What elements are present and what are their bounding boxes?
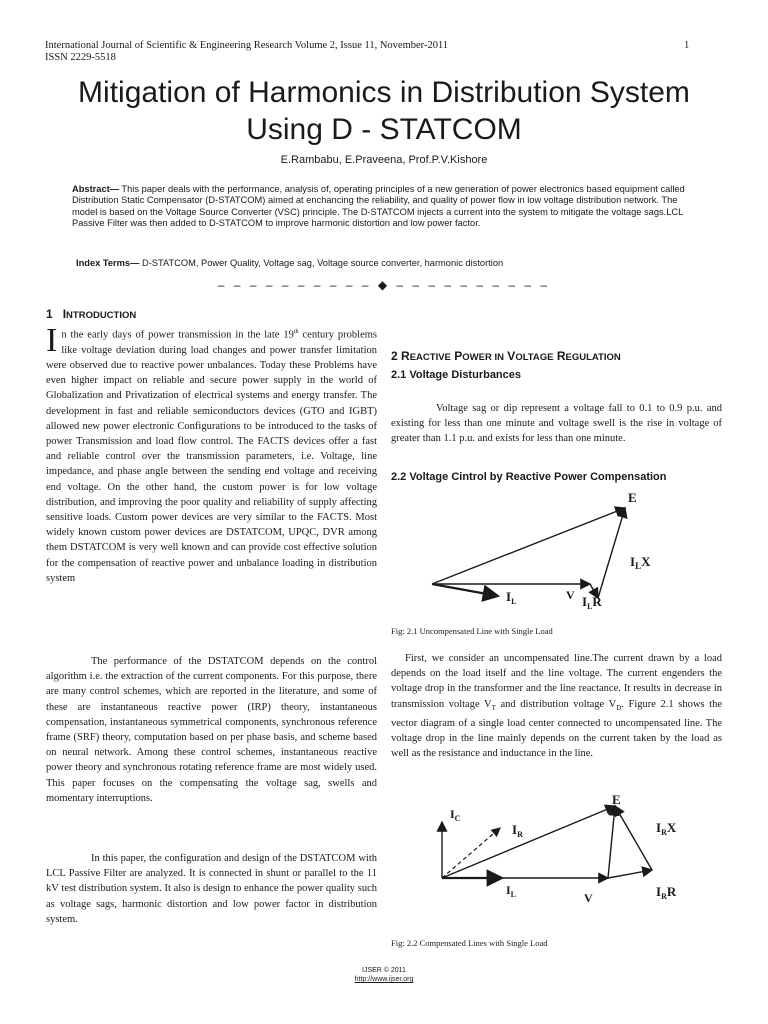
abstract-label: Abstract— xyxy=(72,184,120,194)
label-il-2: $I_L$ xyxy=(506,883,517,899)
label-ir: $I_R$ xyxy=(512,822,523,839)
inner-vector xyxy=(608,806,615,878)
label-irr: $I_RR$ xyxy=(656,884,677,901)
label-ilx: $I_LX$ xyxy=(630,554,651,571)
page-number: 1 xyxy=(684,40,690,51)
figure-2-2-vector-diagram xyxy=(430,792,690,910)
il-vector xyxy=(432,584,498,596)
abstract xyxy=(72,184,700,230)
subsection-2-1-heading: 2.1 Voltage Disturbances xyxy=(391,369,522,381)
label-v: V xyxy=(566,588,575,602)
authors: E.Rambabu, E.Praveena, Prof.P.V.Kishore xyxy=(280,154,488,166)
irr-vector xyxy=(608,870,652,878)
figure-2-2-caption: Fig: 2.2 Compensated Lines with Single Load xyxy=(391,938,548,948)
label-v-2: V xyxy=(584,891,593,905)
label-il: $I_L$ xyxy=(506,589,517,606)
index-terms-label: Index Terms— xyxy=(76,258,140,268)
index-terms-text: D-STATCOM, Power Quality, Voltage sag, Voltage source converter, harmonic distortion xyxy=(139,258,504,268)
separator: – – – – – – – – – – ◆ – – – – – – – – – – xyxy=(217,278,551,292)
index-terms xyxy=(76,257,700,269)
e-vector xyxy=(432,508,625,584)
label-e-2: E xyxy=(612,792,621,807)
e-vector-2 xyxy=(442,806,615,878)
label-ilr: $I_LR$ xyxy=(582,594,602,611)
journal-header: International Journal of Scientific & Engineering Research Volume 2, Issue 11, November-2011 xyxy=(45,40,449,51)
title-line-2: Using D - STATCOM xyxy=(246,113,522,146)
ilx-vector xyxy=(598,508,625,598)
intro-paragraph-3: In this paper, the configuration and design of the DSTATCOM with LCL Passive Filter are analyzed. It is connected in shunt or parallel to the 11 kV test distribution system. It also is design to enhance the power quality such as voltage sags, harmonic distortion and low power factor in distribution system. xyxy=(46,853,377,925)
issn: ISSN 2229-5518 xyxy=(45,52,116,63)
ir-dashed-vector xyxy=(442,828,500,878)
abstract-text: This paper deals with the performance, analysis of, operating principles of a new generation of power electronics based equipment called Distribution Static Compensator (D-STATCOM) aimed at enchancing the reliability, and quality of power flow in low voltage distribution network. The model is based on the Voltage Source Converter (VSC) principle. The D-STATCOM injects a current into the system to mitigate the voltage sags.LCL Passive Filter was then added to D-STATCOM to improve harmonic distortion and low power factor. xyxy=(72,184,685,229)
figure-2-1-caption: Fig: 2.1 Uncompensated Line with Single Load xyxy=(391,626,553,636)
title-line-1: Mitigation of Harmonics in Distribution System xyxy=(78,76,690,109)
dropcap: I xyxy=(46,322,58,359)
footer-copyright: IJSER © 2011 xyxy=(362,967,406,974)
section-2-heading: 2 REACTIVE POWER IN VOLTAGE REGULATION xyxy=(391,349,621,363)
footer-link[interactable]: http://www.ijser.org xyxy=(354,976,414,983)
intro-paragraph-1: In the early days of power transmission in the late 19th century problems like voltage deviation during load changes and power transfer limitation were observed due to reactive power unbalances. Today these Problems have even higher impact on reliable and secure power supply in the world of Globalization and Privatization of electrical systems and energy transfer. The development in fast and reliable semiconductors devices (GTO and IGBT) allowed new power electronic Configurations to be introduced to the tasks of power Transmission and load flow control. The FACTS devices offer a fast and reliable control over the transmission parameters, i.e. Voltage, line impedance, and phase angle between the sending end voltage and receiving end voltage. On the other hand, the custom power is for low voltage distribution, and improving the poor quality and reliability of supply affecting sensitive loads. Custom power devices are very similar to the FACTS. Most widely known custom power devices are DSTATCOM, UPQC, DVR among them DSTATCOM is very well known and can provide cost effective solution for the compensation of reactive power and unbalance loading in distribution system xyxy=(46,322,378,584)
label-ic: $I_C$ xyxy=(450,807,461,823)
label-irx: $I_RX$ xyxy=(656,820,677,837)
footer xyxy=(0,966,768,984)
voltage-disturbances-paragraph: Voltage sag or dip represent a voltage fall to 0.1 to 0.9 p.u. and existing for less than one minute and voltage swell is the rise in voltage of greater than 1.1 p.u. and exists for less than one minute. xyxy=(391,403,722,445)
irx-vector xyxy=(615,806,652,870)
uncompensated-line-paragraph: First, we consider an uncompensated line.The current drawn by a load depends on the load itself and the line voltage. The current engenders the voltage drop in the transformer and the line reactance. It results in decrease in transmission voltage $V_T$ and distribution voltage $V_D$. Figure 2.1 shows the vector diagram of a single load center connected to uncompensated line. The voltage drop in the line mainly depends on the current taken by the load as well as the resistance and inductance in the line. xyxy=(391,653,722,760)
label-e: E xyxy=(628,490,637,505)
figure-2-1-vector-diagram xyxy=(420,488,680,616)
intro-paragraph-2: The performance of the DSTATCOM depends on the control algorithm i.e. the extraction of the current components. For this purpose, there are many control schemes, which are reported in the literature, and some of these are instantaneous reactive power (IRP) theory, instantaneous compensation, instantaneous symmetrical components, synchronous reference frame (SRF) theory, computation based on per phase basis, and scheme based on neural network. Among these control schemes, instantaneous reactive power theory and synchronous rotating reference frame are most widely used. This paper focuses on the compensating the voltage sag, swells and momentary interruptions. xyxy=(46,656,377,804)
subsection-2-2-heading: 2.2 Voltage Cintrol by Reactive Power Compensation xyxy=(391,471,667,483)
section-1-heading: 1 INTRODUCTION xyxy=(46,307,137,321)
